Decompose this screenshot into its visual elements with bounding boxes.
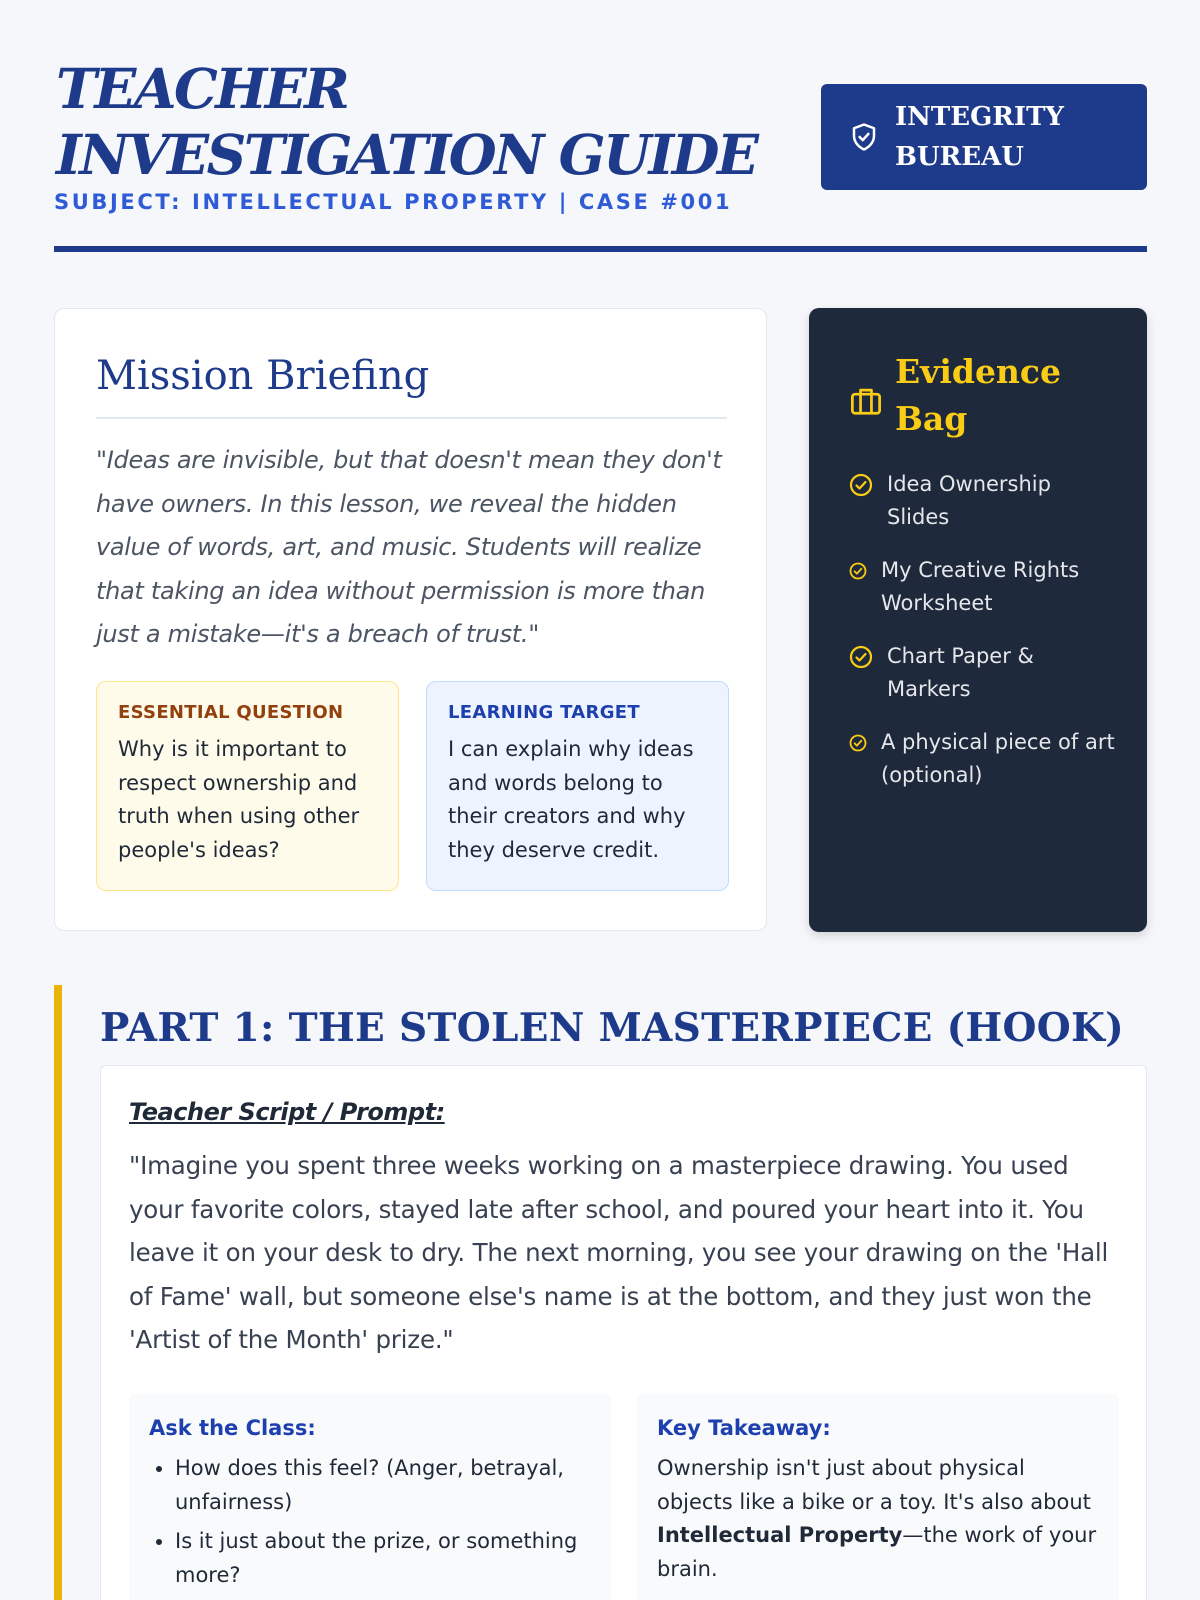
essential-question-text: Why is it important to respect ownership and truth when using other people's ideas? bbox=[118, 737, 360, 862]
mission-title: Mission Briefing bbox=[96, 353, 430, 399]
part-1-section bbox=[54, 985, 1147, 1600]
evidence-bag-panel bbox=[809, 308, 1147, 932]
script-label: Teacher Script / Prompt: bbox=[129, 1098, 445, 1126]
header-divider bbox=[54, 246, 1147, 252]
briefcase-icon bbox=[849, 386, 883, 416]
key-takeaway-box bbox=[637, 1394, 1119, 1600]
takeaway-text bbox=[657, 1452, 1099, 1586]
ask-list bbox=[149, 1452, 591, 1592]
ask-the-class-box bbox=[129, 1394, 611, 1600]
evidence-item-label: Chart Paper & Markers bbox=[887, 644, 1034, 701]
learning-target-box bbox=[426, 681, 729, 891]
part-1-title: PART 1: THE STOLEN MASTERPIECE (HOOK) bbox=[100, 1005, 1124, 1051]
page bbox=[54, 0, 1147, 1587]
learning-target-text: I can explain why ideas and words belong to their creators and why they deserve credit. bbox=[448, 737, 694, 862]
page-title: TEACHER INVESTIGATION GUIDE bbox=[56, 56, 757, 187]
evidence-title: Evidence Bag bbox=[895, 352, 1062, 438]
essential-question-label: ESSENTIAL QUESTION bbox=[118, 702, 344, 723]
learning-target-label: LEARNING TARGET bbox=[448, 702, 640, 723]
list-item bbox=[849, 640, 1119, 706]
check-circle-icon bbox=[849, 734, 867, 752]
list-item: • Is it just about the prize, or something more? bbox=[175, 1525, 591, 1592]
check-circle-icon bbox=[849, 562, 867, 580]
list-item bbox=[849, 554, 1119, 620]
takeaway-bold-term: Intellectual Property bbox=[657, 1523, 903, 1547]
evidence-header bbox=[849, 348, 1095, 442]
evidence-list bbox=[849, 468, 1119, 812]
evidence-item-label: A physical piece of art (optional) bbox=[881, 730, 1115, 787]
list-item bbox=[849, 468, 1119, 534]
header bbox=[54, 0, 1147, 256]
list-item bbox=[849, 726, 1119, 792]
mission-quote: "Ideas are invisible, but that doesn't mean they don't have owners. In this lesson, we reveal the hidden value of words, art, and music. Students will realize that taking an idea without permission is more than just a mistake—it's a breach of trust." bbox=[96, 446, 722, 648]
teacher-script-card bbox=[100, 1065, 1147, 1600]
list-item: • How does this feel? (Anger, betrayal, unfairness) bbox=[175, 1452, 591, 1519]
script-text: "Imagine you spent three weeks working on a masterpiece drawing. You used your favorite colors, stayed late after school, and poured your heart into it. You leave it on your desk to dry. The next morning, you see your drawing on the 'Hall of Fame' wall, but someone else's name is at the bottom, and they just won the 'Artist of the Month' prize." bbox=[129, 1151, 1109, 1354]
ask-label: Ask the Class: bbox=[149, 1416, 316, 1440]
check-circle-icon bbox=[849, 645, 873, 669]
takeaway-text-end: —the work of your brain. bbox=[657, 1523, 1097, 1581]
essential-question-box bbox=[96, 681, 399, 891]
mission-briefing-card bbox=[54, 308, 767, 931]
takeaway-label: Key Takeaway: bbox=[657, 1416, 831, 1440]
evidence-item-label: My Creative Rights Worksheet bbox=[881, 558, 1080, 615]
check-circle-icon bbox=[849, 473, 873, 497]
badge-label: INTEGRITY BUREAU bbox=[895, 102, 1064, 172]
integrity-bureau-badge bbox=[821, 84, 1147, 190]
takeaway-text-start: Ownership isn't just about physical objects like a bike or a toy. It's also about bbox=[657, 1456, 1091, 1514]
shield-check-icon bbox=[849, 121, 879, 153]
page-subtitle: SUBJECT: INTELLECTUAL PROPERTY | CASE #001 bbox=[54, 190, 733, 214]
evidence-item-label: Idea Ownership Slides bbox=[887, 472, 1051, 529]
mission-divider bbox=[96, 417, 727, 419]
